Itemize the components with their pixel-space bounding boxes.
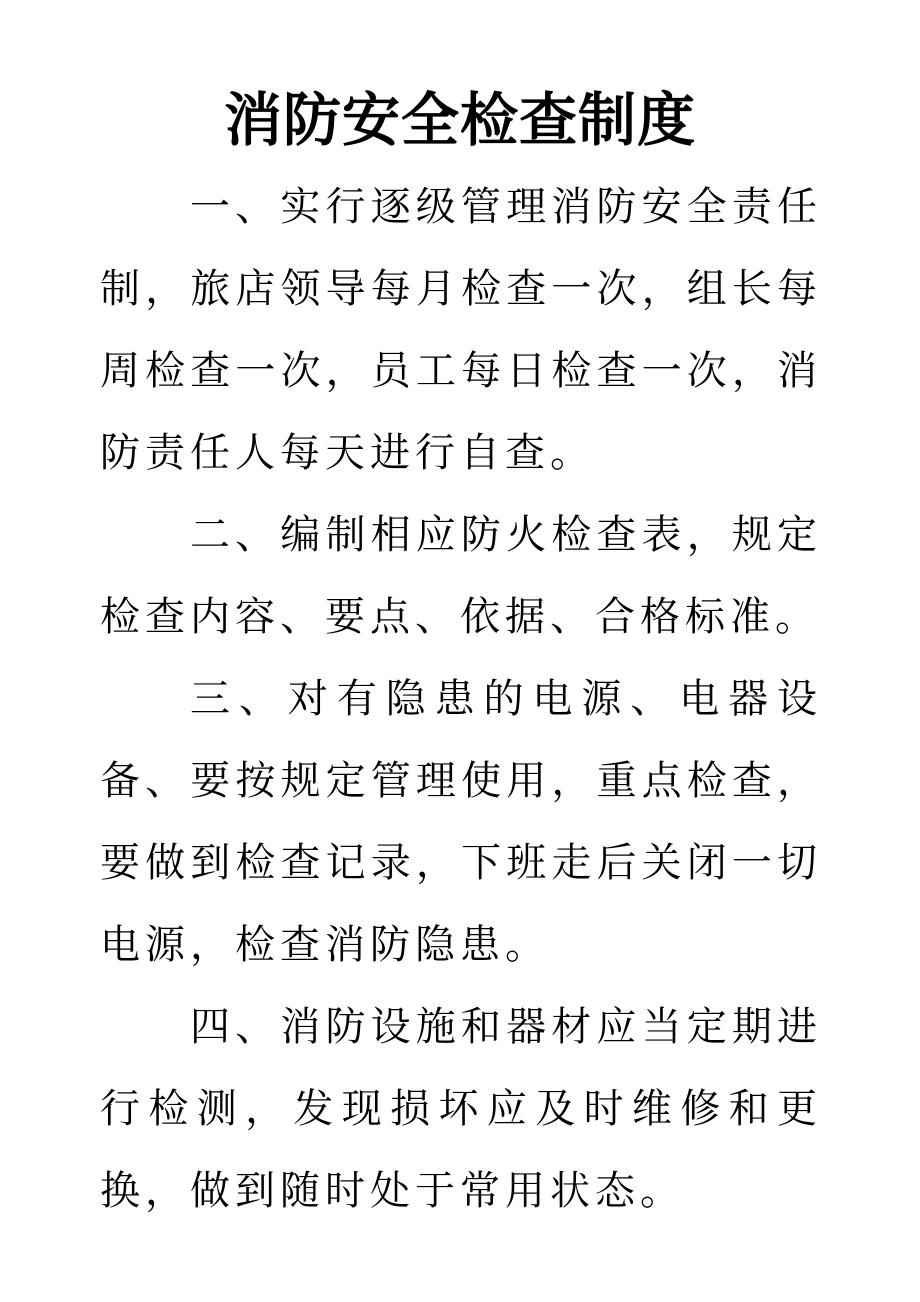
- document-body: [100, 166, 822, 1232]
- paragraph-1: 一、实行逐级管理消防安全责任制，旅店领导每月检查一次，组长每周检查一次，员工每日检查一次，消防责任人每天进行自查。: [100, 184, 822, 476]
- document-title: 消防安全检查制度: [223, 86, 696, 154]
- paragraph-2: 二、编制相应防火检查表，规定检查内容、要点、依据、合格标准。: [100, 512, 822, 640]
- paragraph-4: 四、消防设施和器材应当定期进行检测，发现损坏应及时维修和更换，做到随时处于常用状态。: [100, 1004, 822, 1214]
- paragraph-3: 三、对有隐患的电源、电器设备、要按规定管理使用，重点检查，要做到检查记录，下班走后关闭一切电源，检查消防隐患。: [100, 676, 822, 968]
